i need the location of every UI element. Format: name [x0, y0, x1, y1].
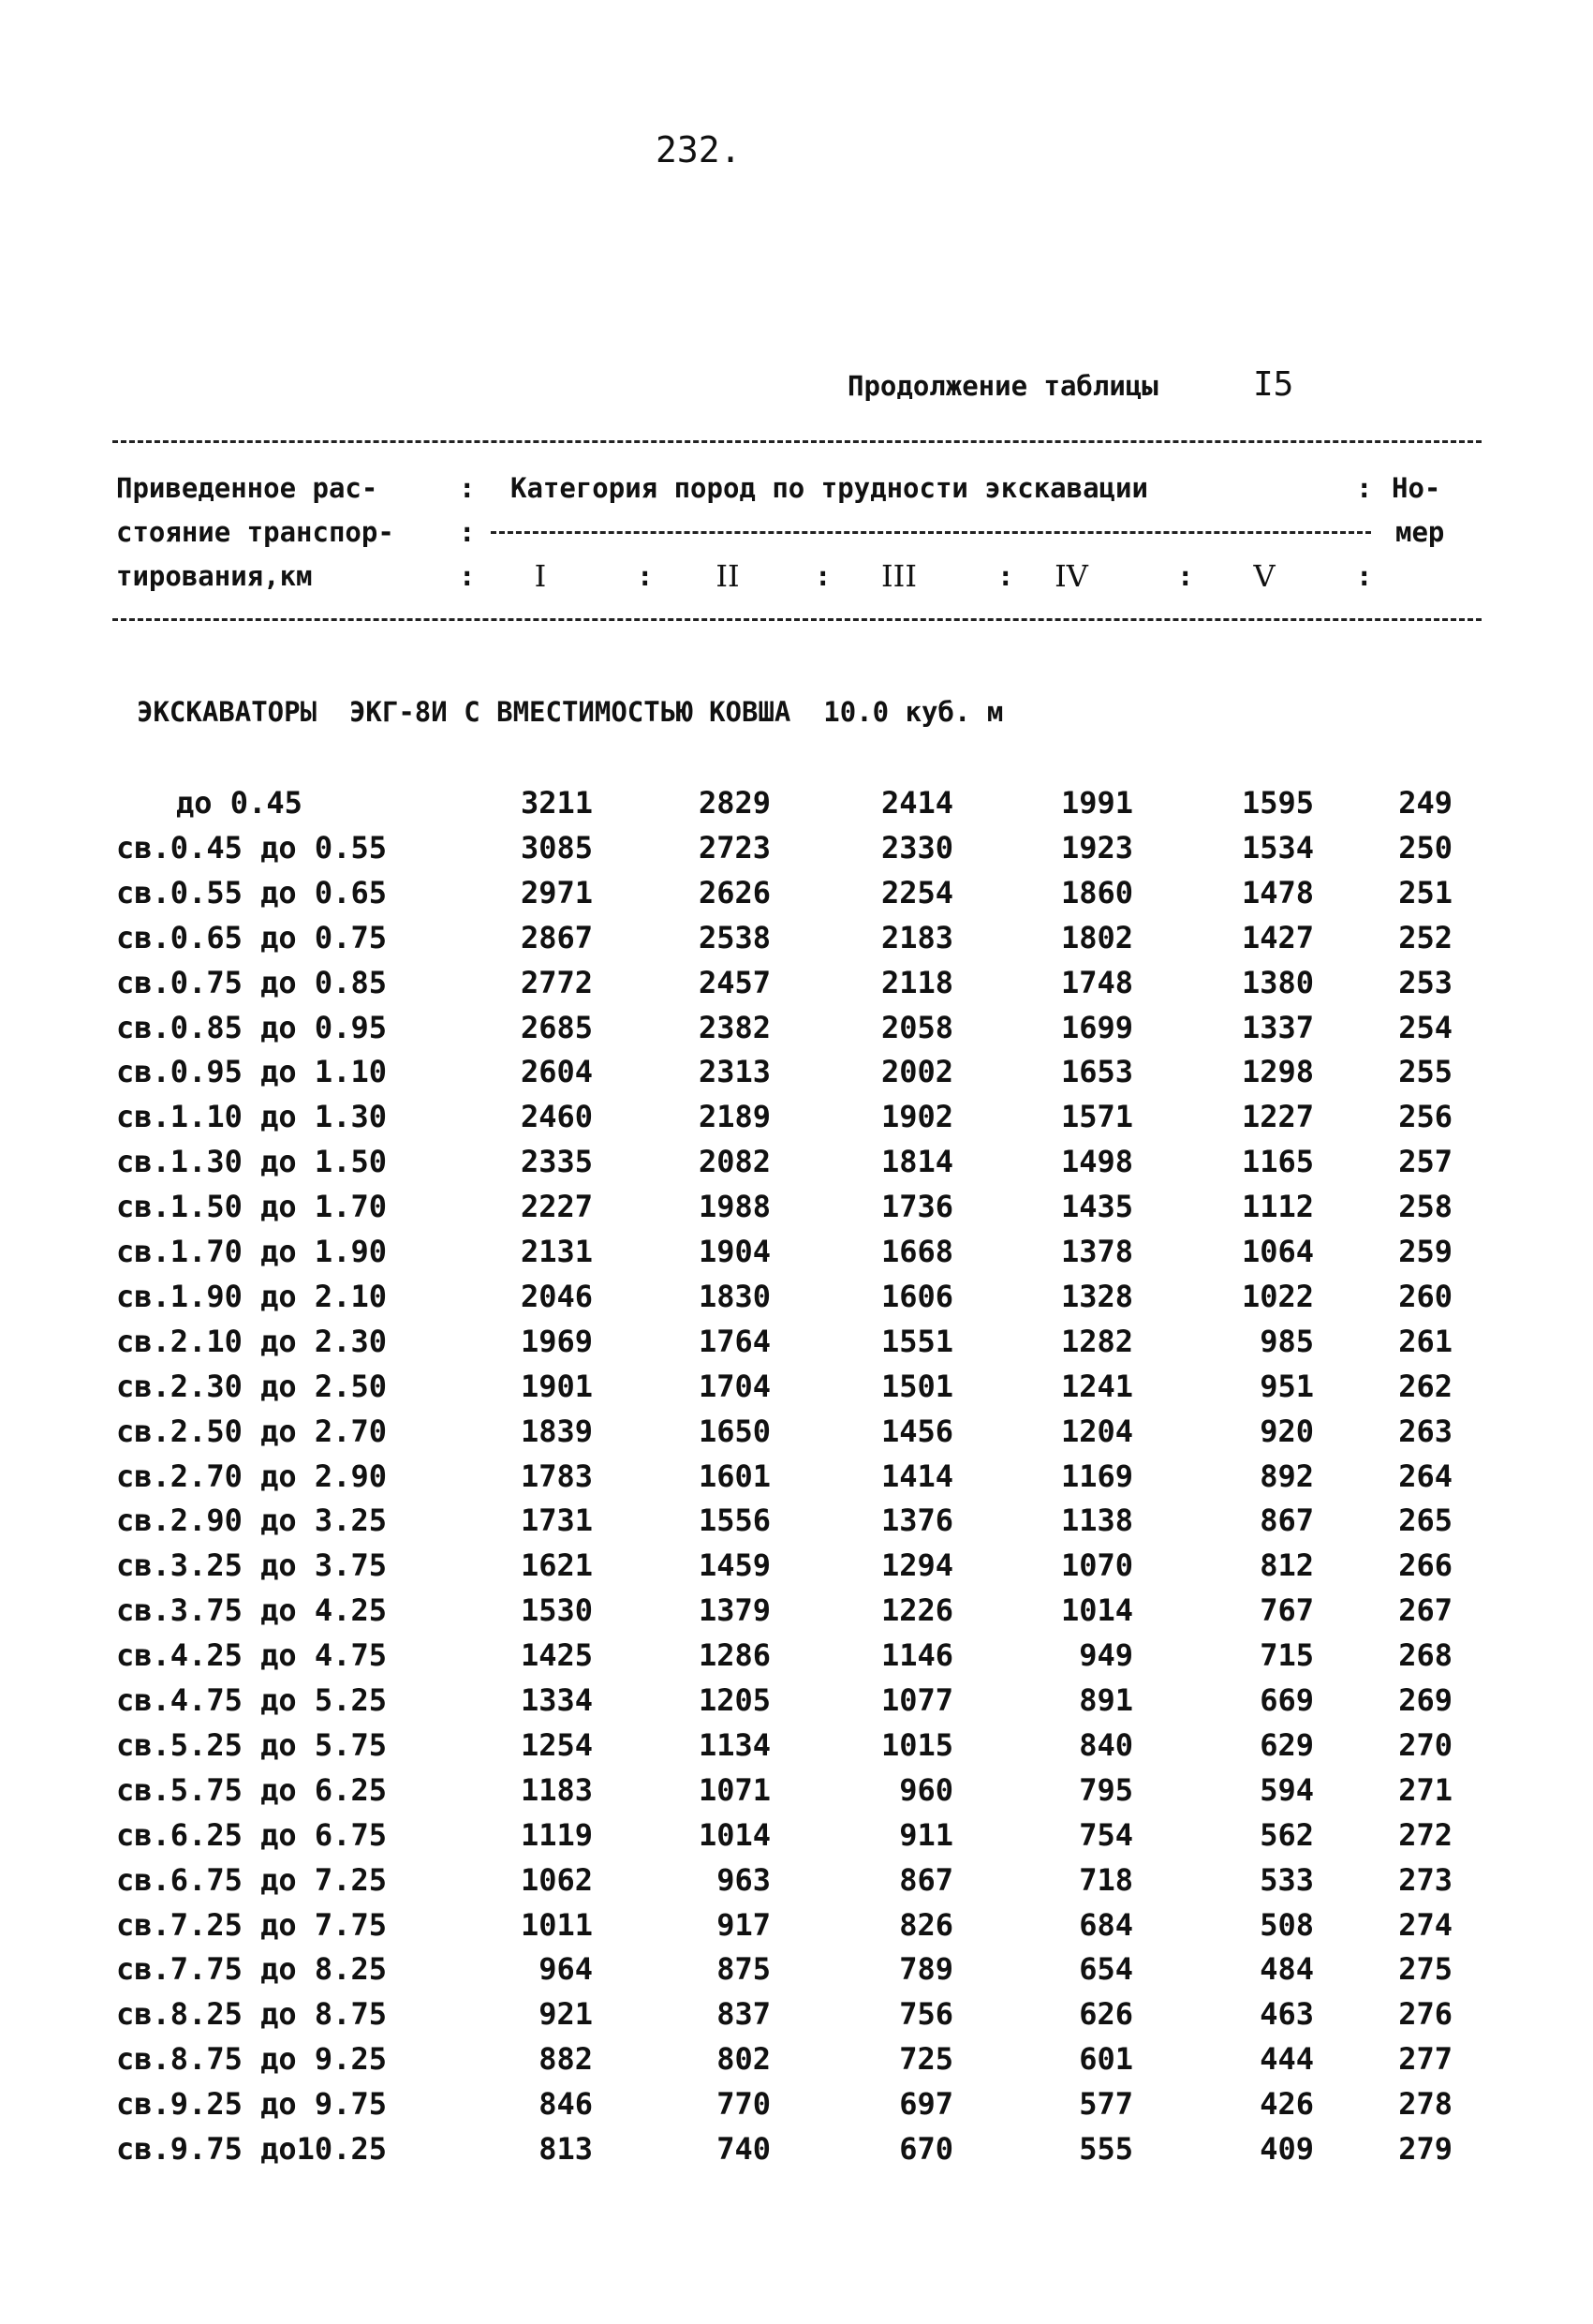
category-I-value: 846 — [538, 2086, 593, 2123]
category-II: II — [715, 558, 740, 594]
distance-range: св.1.90 до 2.10 — [116, 1278, 387, 1314]
category-III-value: 2254 — [880, 874, 953, 910]
row-number: 259 — [1398, 1234, 1453, 1269]
row-number: 274 — [1398, 1906, 1453, 1943]
category-IV-value: 1699 — [1060, 1009, 1133, 1045]
distance-range: св.6.25 до 6.75 — [116, 1816, 387, 1853]
category-I-value: 1425 — [520, 1637, 593, 1674]
category-II-value: 2538 — [698, 919, 771, 955]
category-II-value: 2723 — [698, 829, 771, 866]
category-II-value: 1904 — [698, 1234, 771, 1269]
row-number: 253 — [1398, 964, 1453, 1000]
category-IV-value: 1328 — [1060, 1278, 1133, 1314]
category-V-value: 767 — [1260, 1592, 1314, 1629]
category-II-value: 917 — [716, 1906, 771, 1943]
table-row — [0, 1279, 1593, 1324]
category-V-value: 1337 — [1241, 1009, 1314, 1045]
category-V-value: 920 — [1260, 1413, 1314, 1449]
distance-range: св.9.25 до 9.75 — [116, 2086, 387, 2123]
table-row — [0, 1817, 1593, 1862]
row-number: 249 — [1398, 785, 1453, 821]
category-V-value: 1298 — [1241, 1054, 1314, 1090]
row-number: 269 — [1398, 1682, 1453, 1718]
distance-range: св.1.50 до 1.70 — [116, 1189, 387, 1225]
category-V-value: 1112 — [1241, 1189, 1314, 1225]
table-row — [0, 1414, 1593, 1458]
row-number: 266 — [1398, 1547, 1453, 1584]
category-V-value: 1064 — [1241, 1234, 1314, 1269]
category-II-value: 1601 — [698, 1458, 771, 1494]
category-II-value: 963 — [716, 1861, 771, 1898]
category-III-value: 1376 — [880, 1502, 953, 1539]
category-V-value: 426 — [1260, 2086, 1314, 2123]
category-III-value: 670 — [899, 2131, 953, 2167]
category-IV-value: 1435 — [1060, 1189, 1133, 1225]
category-III-value: 1668 — [880, 1234, 953, 1269]
category-V-value: 1595 — [1241, 785, 1314, 821]
category-II-value: 740 — [716, 2131, 771, 2167]
category-III-value: 725 — [899, 2041, 953, 2078]
category-II-value: 1704 — [698, 1368, 771, 1404]
distance-range: св.2.90 до 3.25 — [116, 1502, 387, 1539]
section-title: ЭКСКАВАТОРЫ ЭКГ-8И С ВМЕСТИМОСТЬЮ КОВША 10.0 куб. м — [137, 696, 1004, 728]
header-top-rule — [112, 440, 1482, 443]
category-I-value: 2046 — [520, 1278, 593, 1314]
category-IV-value: 1378 — [1060, 1234, 1133, 1269]
row-number: 254 — [1398, 1009, 1453, 1045]
category-II-value: 1830 — [698, 1278, 771, 1314]
category-V-value: 508 — [1260, 1906, 1314, 1943]
distance-range: св.2.10 до 2.30 — [116, 1323, 387, 1359]
row-number: 263 — [1398, 1413, 1453, 1449]
row-number: 250 — [1398, 829, 1453, 866]
category-I-value: 2604 — [520, 1054, 593, 1090]
category-II-value: 2313 — [698, 1054, 771, 1090]
category-I-value: 1839 — [520, 1413, 593, 1449]
category-II-value: 2082 — [698, 1144, 771, 1180]
category-I-value: 813 — [538, 2131, 593, 2167]
table-row — [0, 1907, 1593, 1952]
category-V-value: 484 — [1260, 1951, 1314, 1988]
category-IV-value: 1653 — [1060, 1054, 1133, 1090]
category-V-value: 409 — [1260, 2131, 1314, 2167]
row-number: 252 — [1398, 919, 1453, 955]
row-number: 256 — [1398, 1099, 1453, 1135]
category-III-value: 1294 — [880, 1547, 953, 1584]
category-I-value: 2227 — [520, 1189, 593, 1225]
category-III-value: 1414 — [880, 1458, 953, 1494]
category-I-value: 1011 — [520, 1906, 593, 1943]
table-row — [0, 1234, 1593, 1279]
category-II-value: 2626 — [698, 874, 771, 910]
header-number-line1: Но- — [1392, 472, 1441, 504]
distance-range: св.8.25 до 8.75 — [116, 1996, 387, 2033]
category-V-value: 1380 — [1241, 964, 1314, 1000]
table-row — [0, 1592, 1593, 1637]
table-row — [0, 920, 1593, 965]
category-V-value: 1165 — [1241, 1144, 1314, 1180]
table-row — [0, 1547, 1593, 1592]
header-separator: : — [459, 560, 476, 592]
category-III: III — [881, 558, 917, 594]
category-I-value: 2867 — [520, 919, 593, 955]
category-III-value: 2414 — [880, 785, 953, 821]
distance-range: св.0.45 до 0.55 — [116, 829, 387, 866]
row-number: 272 — [1398, 1816, 1453, 1853]
category-III-value: 2183 — [880, 919, 953, 955]
category-IV-value: 654 — [1079, 1951, 1133, 1988]
table-row — [0, 2131, 1593, 2176]
table-row — [0, 1369, 1593, 1414]
category-IV-value: 601 — [1079, 2041, 1133, 2078]
category-IV-value: 1204 — [1060, 1413, 1133, 1449]
category-III-value: 1226 — [880, 1592, 953, 1629]
category-IV-value: 1014 — [1060, 1592, 1133, 1629]
category-IV-value: 1498 — [1060, 1144, 1133, 1180]
distance-range: св.1.30 до 1.50 — [116, 1144, 387, 1180]
distance-range: св.6.75 до 7.25 — [116, 1861, 387, 1898]
category-II-value: 1286 — [698, 1637, 771, 1674]
distance-range: св.2.30 до 2.50 — [116, 1368, 387, 1404]
table-row — [0, 1996, 1593, 2041]
category-I-value: 2685 — [520, 1009, 593, 1045]
table-continuation-label: Продолжение таблицы — [848, 370, 1158, 402]
distance-range: св.4.75 до 5.25 — [116, 1682, 387, 1718]
table-row — [0, 1951, 1593, 1996]
category-I-value: 3085 — [520, 829, 593, 866]
row-number: 257 — [1398, 1144, 1453, 1180]
category-I-value: 921 — [538, 1996, 593, 2033]
category-III-value: 826 — [899, 1906, 953, 1943]
category-III-value: 1736 — [880, 1189, 953, 1225]
category-V-value: 594 — [1260, 1771, 1314, 1808]
table-row — [0, 2041, 1593, 2086]
category-V: V — [1253, 558, 1276, 594]
header-separator: : — [637, 560, 654, 592]
distance-range: св.2.50 до 2.70 — [116, 1413, 387, 1449]
distance-range: св.1.10 до 1.30 — [116, 1099, 387, 1135]
category-II-value: 875 — [716, 1951, 771, 1988]
category-II-value: 1071 — [698, 1771, 771, 1808]
category-V-value: 463 — [1260, 1996, 1314, 2033]
category-IV-value: 1138 — [1060, 1502, 1133, 1539]
category-I-value: 1062 — [520, 1861, 593, 1898]
row-number: 262 — [1398, 1368, 1453, 1404]
category-V-value: 444 — [1260, 2041, 1314, 2078]
category-IV-value: 1991 — [1060, 785, 1133, 821]
category-IV-value: 891 — [1079, 1682, 1133, 1718]
category-I-value: 1969 — [520, 1323, 593, 1359]
row-number: 276 — [1398, 1996, 1453, 2033]
category-V-value: 867 — [1260, 1502, 1314, 1539]
distance-range: св.9.75 до10.25 — [116, 2131, 387, 2167]
category-V-value: 1427 — [1241, 919, 1314, 955]
category-I-value: 1254 — [520, 1726, 593, 1763]
category-V-value: 985 — [1260, 1323, 1314, 1359]
distance-range: св.1.70 до 1.90 — [116, 1234, 387, 1269]
table-row — [0, 1862, 1593, 1907]
category-IV-value: 684 — [1079, 1906, 1133, 1943]
category-II-value: 2457 — [698, 964, 771, 1000]
category-V-value: 1534 — [1241, 829, 1314, 866]
category-IV-value: 1571 — [1060, 1099, 1133, 1135]
table-row — [0, 1054, 1593, 1099]
category-II-value: 802 — [716, 2041, 771, 2078]
category-III-value: 1814 — [880, 1144, 953, 1180]
category-III-value: 1501 — [880, 1368, 953, 1404]
category-III-value: 697 — [899, 2086, 953, 2123]
category-IV-value: 1923 — [1060, 829, 1133, 866]
page-number: 232. — [656, 129, 742, 170]
table-row — [0, 875, 1593, 920]
category-II-value: 1650 — [698, 1413, 771, 1449]
category-IV-value: 840 — [1079, 1726, 1133, 1763]
category-I-value: 1783 — [520, 1458, 593, 1494]
category-IV-value: 1748 — [1060, 964, 1133, 1000]
category-II-value: 2829 — [698, 785, 771, 821]
category-III-value: 2058 — [880, 1009, 953, 1045]
table-row — [0, 1189, 1593, 1234]
category-IV-value: 949 — [1079, 1637, 1133, 1674]
category-III-value: 1015 — [880, 1726, 953, 1763]
category-I-value: 1119 — [520, 1816, 593, 1853]
category-III-value: 1902 — [880, 1099, 953, 1135]
category-III-value: 1077 — [880, 1682, 953, 1718]
distance-range: до 0.45 — [176, 785, 302, 821]
category-II-value: 1459 — [698, 1547, 771, 1584]
category-V-value: 1227 — [1241, 1099, 1314, 1135]
row-number: 277 — [1398, 2041, 1453, 2078]
row-number: 271 — [1398, 1771, 1453, 1808]
category-II-value: 1764 — [698, 1323, 771, 1359]
table-row — [0, 1010, 1593, 1055]
header-separator: : — [459, 516, 476, 548]
header-distance-line3: тирования,км — [116, 560, 313, 592]
header-separator: : — [815, 560, 832, 592]
category-III-value: 2002 — [880, 1054, 953, 1090]
row-number: 264 — [1398, 1458, 1453, 1494]
category-I-value: 2335 — [520, 1144, 593, 1180]
category-I: I — [534, 558, 547, 594]
category-IV-value: 1802 — [1060, 919, 1133, 955]
table-row — [0, 1502, 1593, 1547]
row-number: 267 — [1398, 1592, 1453, 1629]
category-III-value: 1606 — [880, 1278, 953, 1314]
category-II-value: 1556 — [698, 1502, 771, 1539]
distance-range: св.0.95 до 1.10 — [116, 1054, 387, 1090]
table-row — [0, 830, 1593, 875]
category-V-value: 951 — [1260, 1368, 1314, 1404]
table-row — [0, 965, 1593, 1010]
header-distance-line1: Приведенное рас- — [116, 472, 378, 504]
row-number: 265 — [1398, 1502, 1453, 1539]
table-row — [0, 1772, 1593, 1817]
category-IV-value: 795 — [1079, 1771, 1133, 1808]
table-number: I5 — [1253, 365, 1294, 404]
category-III-value: 960 — [899, 1771, 953, 1808]
category-II-value: 2382 — [698, 1009, 771, 1045]
distance-range: св.2.70 до 2.90 — [116, 1458, 387, 1494]
table-row — [0, 2086, 1593, 2131]
row-number: 255 — [1398, 1054, 1453, 1090]
table-row — [0, 1637, 1593, 1682]
distance-range: св.5.25 до 5.75 — [116, 1726, 387, 1763]
header-separator: : — [1356, 560, 1373, 592]
header-separator: : — [459, 472, 476, 504]
category-V-value: 892 — [1260, 1458, 1314, 1494]
distance-range: св.7.75 до 8.25 — [116, 1951, 387, 1988]
category-III-value: 2330 — [880, 829, 953, 866]
category-V-value: 812 — [1260, 1547, 1314, 1584]
category-II-value: 1988 — [698, 1189, 771, 1225]
category-I-value: 1334 — [520, 1682, 593, 1718]
header-separator: : — [1177, 560, 1194, 592]
category-I-value: 964 — [538, 1951, 593, 1988]
table-row — [0, 1727, 1593, 1772]
header-separator: : — [997, 560, 1014, 592]
category-I-value: 1731 — [520, 1502, 593, 1539]
distance-range: св.3.75 до 4.25 — [116, 1592, 387, 1629]
category-I-value: 882 — [538, 2041, 593, 2078]
category-III-value: 1146 — [880, 1637, 953, 1674]
category-II-value: 770 — [716, 2086, 771, 2123]
row-number: 260 — [1398, 1278, 1453, 1314]
category-I-value: 2460 — [520, 1099, 593, 1135]
category-V-value: 629 — [1260, 1726, 1314, 1763]
category-I-value: 2772 — [520, 964, 593, 1000]
category-IV-value: 754 — [1079, 1816, 1133, 1853]
category-IV-value: 1282 — [1060, 1323, 1133, 1359]
category-V-value: 533 — [1260, 1861, 1314, 1898]
category-I-value: 1901 — [520, 1368, 593, 1404]
distance-range: св.5.75 до 6.25 — [116, 1771, 387, 1808]
table-row — [0, 785, 1593, 830]
row-number: 258 — [1398, 1189, 1453, 1225]
header-bottom-rule — [112, 618, 1482, 621]
category-IV-value: 718 — [1079, 1861, 1133, 1898]
category-II-value: 2189 — [698, 1099, 771, 1135]
row-number: 278 — [1398, 2086, 1453, 2123]
header-category-title: Категория пород по трудности экскавации — [510, 472, 1148, 504]
distance-range: св.0.75 до 0.85 — [116, 964, 387, 1000]
row-number: 270 — [1398, 1726, 1453, 1763]
category-IV-value: 1169 — [1060, 1458, 1133, 1494]
category-III-value: 911 — [899, 1816, 953, 1853]
category-III-value: 2118 — [880, 964, 953, 1000]
category-V-value: 1022 — [1241, 1278, 1314, 1314]
distance-range: св.4.25 до 4.75 — [116, 1637, 387, 1674]
category-V-value: 1478 — [1241, 874, 1314, 910]
row-number: 251 — [1398, 874, 1453, 910]
category-IV-value: 1070 — [1060, 1547, 1133, 1584]
category-IV-value: 1241 — [1060, 1368, 1133, 1404]
distance-range: св.0.85 до 0.95 — [116, 1009, 387, 1045]
row-number: 279 — [1398, 2131, 1453, 2167]
table-row — [0, 1324, 1593, 1369]
distance-range: св.7.25 до 7.75 — [116, 1906, 387, 1943]
header-distance-line2: стояние транспор- — [116, 516, 394, 548]
category-IV-value: 1860 — [1060, 874, 1133, 910]
category-II-value: 837 — [716, 1996, 771, 2033]
row-number: 273 — [1398, 1861, 1453, 1898]
table-row — [0, 1144, 1593, 1189]
category-II-value: 1379 — [698, 1592, 771, 1629]
distance-range: св.0.65 до 0.75 — [116, 919, 387, 955]
category-IV-value: 577 — [1079, 2086, 1133, 2123]
category-IV-value: 626 — [1079, 1996, 1133, 2033]
category-IV-value: 555 — [1079, 2131, 1133, 2167]
table-row — [0, 1099, 1593, 1144]
row-number: 275 — [1398, 1951, 1453, 1988]
category-III-value: 1551 — [880, 1323, 953, 1359]
category-V-value: 669 — [1260, 1682, 1314, 1718]
header-number-line2: мер — [1395, 516, 1445, 548]
category-III-value: 756 — [899, 1996, 953, 2033]
category-I-value: 2131 — [520, 1234, 593, 1269]
distance-range: св.3.25 до 3.75 — [116, 1547, 387, 1584]
category-II-value: 1014 — [698, 1816, 771, 1853]
category-V-value: 562 — [1260, 1816, 1314, 1853]
category-I-value: 2971 — [520, 874, 593, 910]
header-separator: : — [1356, 472, 1373, 504]
category-III-value: 789 — [899, 1951, 953, 1988]
row-number: 261 — [1398, 1323, 1453, 1359]
table-row — [0, 1682, 1593, 1727]
category-I-value: 1530 — [520, 1592, 593, 1629]
category-I-value: 1183 — [520, 1771, 593, 1808]
category-II-value: 1134 — [698, 1726, 771, 1763]
header-middle-rule — [491, 531, 1371, 534]
category-III-value: 867 — [899, 1861, 953, 1898]
distance-range: св.8.75 до 9.25 — [116, 2041, 387, 2078]
category-I-value: 1621 — [520, 1547, 593, 1584]
category-I-value: 3211 — [520, 785, 593, 821]
table-row — [0, 1458, 1593, 1503]
distance-range: св.0.55 до 0.65 — [116, 874, 387, 910]
category-III-value: 1456 — [880, 1413, 953, 1449]
row-number: 268 — [1398, 1637, 1453, 1674]
category-II-value: 1205 — [698, 1682, 771, 1718]
category-IV: IV — [1055, 558, 1088, 594]
category-V-value: 715 — [1260, 1637, 1314, 1674]
